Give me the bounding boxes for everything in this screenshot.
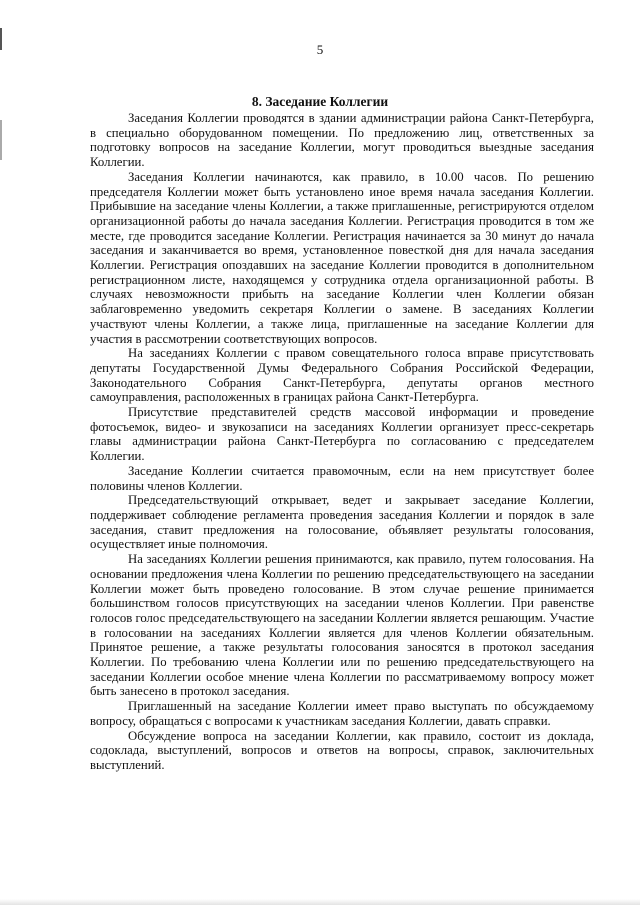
paragraph-8: Приглашенный на заседание Коллегии имеет право выступать по обсуждаемому вопросу, обращаться с вопросами к участникам заседания Коллегии, давать справки.	[90, 699, 594, 728]
scan-edge-mark	[0, 120, 2, 160]
page-number: 5	[316, 42, 324, 57]
paragraph-3: На заседаниях Коллегии с правом совещательного голоса вправе присутствовать депутаты Государственной Думы Федерального Собрания Российской Федерации, Законодательного Собрания Санкт-Петербурга, депутаты органов местного самоуправления, расположенных в границах района Санкт-Петербурга.	[90, 346, 594, 405]
paragraph-2: Заседания Коллегии начинаются, как правило, в 10.00 часов. По решению председателя Коллегии может быть установлено иное время начала заседания Коллегии. Прибывшие на заседание члены Коллегии, а также приглашенные, регистрируются отделом организационной работы до начала заседания Коллегии. Регистрация проводится в том же месте, где проводится заседание Коллегии. Регистрация начинается за 30 минут до начала заседания и заканчивается во время, установленное повесткой дня для начала заседания Коллегии. Регистрация опоздавших на заседание Коллегии проводится в дополнительном регистрационном листе, находящемся у сотрудника отдела организационной работы. В случаях невозможности прибыть на заседание Коллегии член Коллегии обязан заблаговременно уведомить секретаря Коллегии о замене. В заседаниях Коллегии участвуют члены Коллегии, а также лица, приглашенные на заседание Коллегии для участия в рассмотрении соответствующих вопросов.	[90, 169, 594, 346]
paragraph-7: На заседаниях Коллегии решения принимаются, как правило, путем голосования. На основании предложения члена Коллегии по решению председательствующего на заседании Коллегии может быть проведено голосование. В этом случае решение принимается большинством голосов присутствующих на заседании членов Коллегии. При равенстве голосов голос председательствующего на заседании Коллегии является решающим. Участие в голосовании на заседаниях Коллегии является для членов Коллегии обязательным. Принятое решение, а также результаты голосования заносятся в протокол заседания Коллегии. По требованию члена Коллегии или по решению председательствующего на заседании Коллегии особое мнение члена Коллегии по рассматриваемому вопросу может быть занесено в протокол заседания.	[90, 552, 594, 699]
body-text	[90, 111, 594, 773]
paragraph-1: Заседания Коллегии проводятся в здании администрации района Санкт-Петербурга, в специально оборудованном помещении. По предложению лиц, ответственных за подготовку вопросов на заседание Коллегии, могут проводиться выездные заседания Коллегии.	[90, 111, 594, 170]
paragraph-5: Заседание Коллегии считается правомочным, если на нем присутствует более половины членов Коллегии.	[90, 463, 594, 493]
scan-bottom-edge	[0, 899, 640, 905]
paragraph-6: Председательствующий открывает, ведет и закрывает заседание Коллегии, поддерживает соблюдение регламента проведения заседания Коллегии и порядок в зале заседания, ставит предложения на голосование, объявляет результаты голосования, осуществляет иные полномочия.	[90, 493, 594, 552]
paragraph-9: Обсуждение вопроса на заседании Коллегии, как правило, состоит из доклада, содоклада, выступлений, вопросов и ответов на вопросы, справок, заключительных выступлений.	[90, 728, 594, 772]
section-heading: 8. Заседание Коллегии	[251, 94, 389, 109]
paragraph-4: Присутствие представителей средств массовой информации и проведение фотосъемок, видео- и звукозаписи на заседаниях Коллегии организует пресс-секретарь главы администрации района Санкт-Петербурга по согласованию с председателем Коллегии.	[90, 405, 594, 464]
